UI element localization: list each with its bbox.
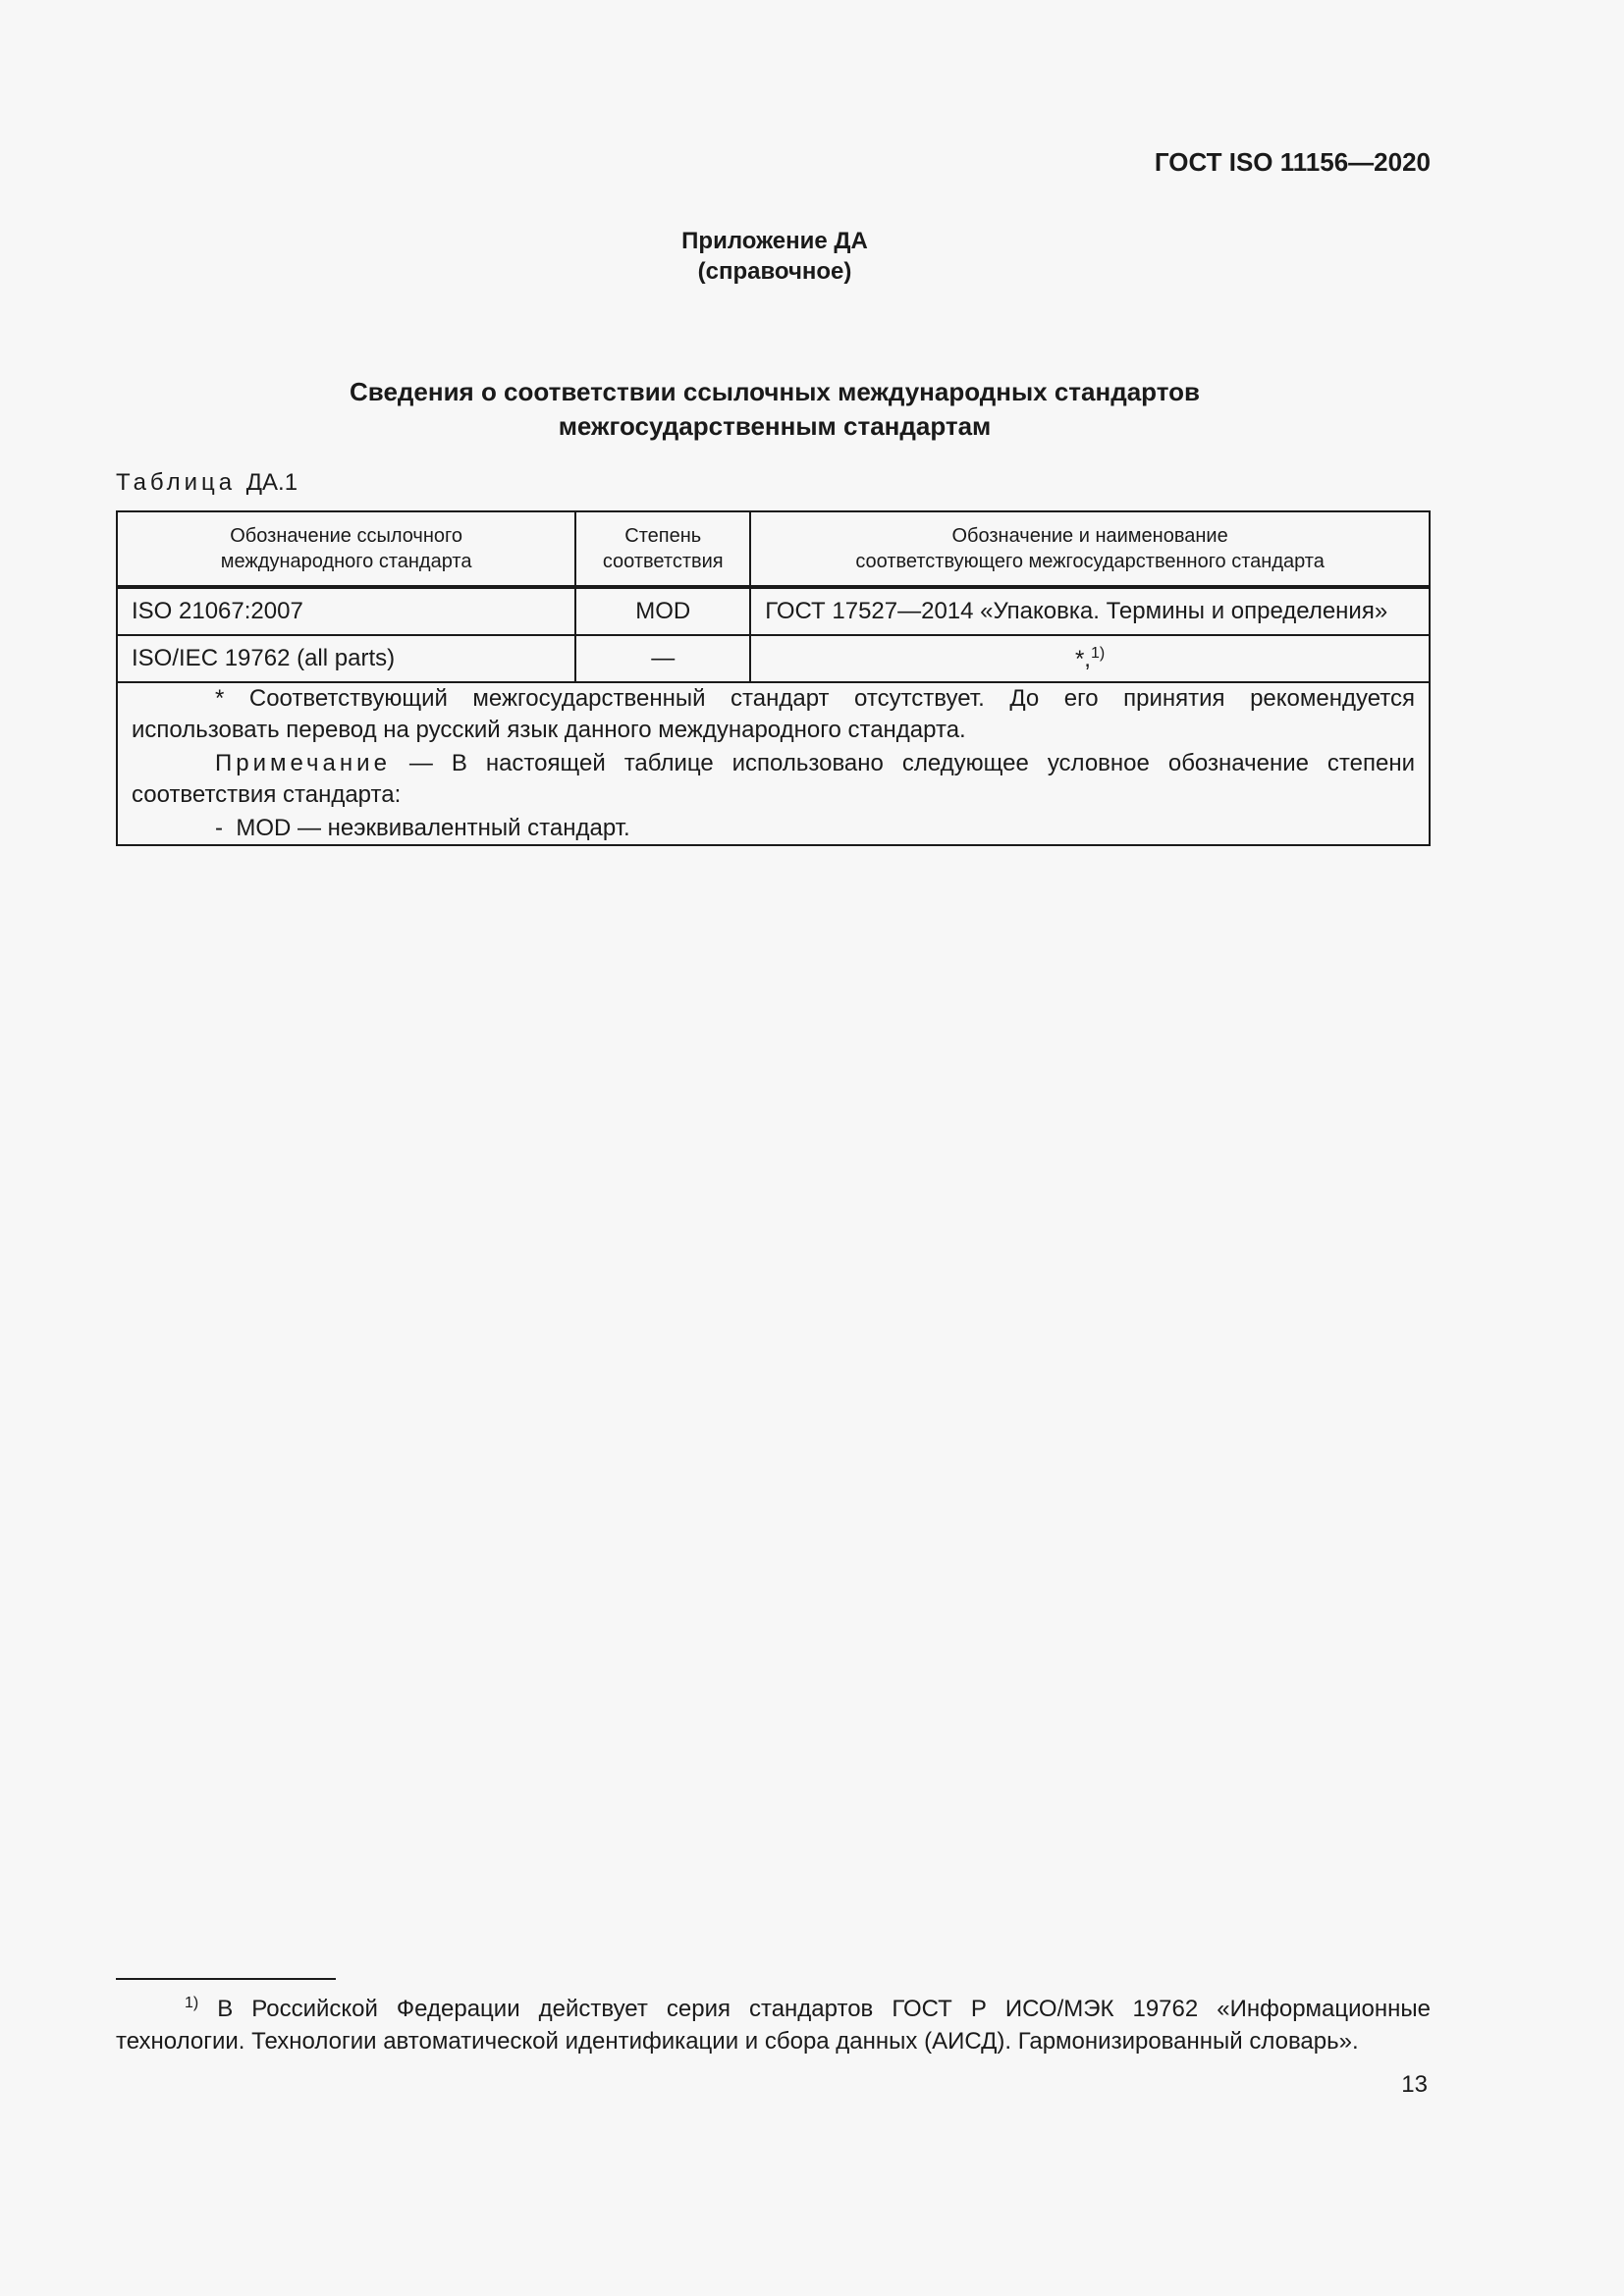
note-list-item [132, 813, 1415, 844]
cell-national-text: *, [1074, 645, 1091, 672]
header-cell-degree [575, 511, 750, 587]
cell-ref: ISO 21067:2007 [117, 587, 575, 635]
header-national-line1: Обозначение и наименование [951, 525, 1228, 547]
document-code: ГОСТ ISO 11156—2020 [1154, 147, 1431, 177]
note-item-marker: - [215, 815, 223, 841]
table-header-row [117, 511, 1430, 587]
asterisk-note: * Соответствующий межгосударственный стандарт отсутствует. До его принятия рекомендуется использовать перевод на русский язык данного международного стандарта. [132, 685, 1415, 743]
header-degree-line2: соответствия [602, 551, 724, 572]
footnote-marker: 1) [185, 1995, 199, 2011]
table-caption-label: Таблица [116, 469, 237, 496]
header-ref-line1: Обозначение ссылочного [230, 525, 463, 547]
header-national-line2: соответствующего межгосударственного стандарта [855, 551, 1325, 572]
table-caption [116, 469, 298, 497]
header-cell-national [750, 511, 1430, 587]
appendix-subtitle: (справочное) [697, 258, 852, 285]
standards-table [116, 510, 1431, 846]
note [132, 748, 1415, 811]
table-row [117, 587, 1430, 635]
cell-degree: — [575, 635, 750, 682]
header-cell-ref [117, 511, 575, 587]
table-caption-number: ДА.1 [245, 469, 298, 496]
cell-national: ГОСТ 17527—2014 «Упаковка. Термины и определения» [750, 587, 1430, 635]
footnote [116, 1987, 1431, 2057]
header-ref-line2: международного стандарта [220, 551, 472, 572]
table-notes [117, 682, 1430, 845]
table-row [117, 635, 1430, 682]
footnote-ref: 1) [1090, 644, 1106, 662]
page-number: 13 [1401, 2071, 1428, 2098]
cell-ref: ISO/IEC 19762 (all parts) [117, 635, 575, 682]
note-item-text: MOD — неэквивалентный стандарт. [236, 815, 630, 841]
cell-degree: MOD [575, 587, 750, 635]
cell-national [750, 635, 1430, 682]
footnote-text: В Российской Федерации действует серия стандартов ГОСТ Р ИСО/МЭК 19762 «Информационные технологии. Технологии автоматической идентификации и сбора данных (АИСД). Гармонизированный словарь». [116, 1996, 1431, 2055]
section-title [0, 375, 1549, 444]
appendix-heading [0, 226, 1549, 287]
footnote-divider [116, 1978, 336, 1980]
note-label: Примечание [215, 750, 391, 776]
appendix-title: Приложение ДА [681, 228, 868, 254]
section-title-line1: Сведения о соответствии ссылочных международных стандартов [350, 377, 1200, 406]
header-degree-line1: Степень [624, 525, 702, 547]
note-text: — В настоящей таблице использовано следующее условное обозначение степени соответствия стандарта: [132, 750, 1415, 808]
section-title-line2: межгосударственным стандартам [558, 411, 992, 441]
table-notes-row [117, 682, 1430, 845]
